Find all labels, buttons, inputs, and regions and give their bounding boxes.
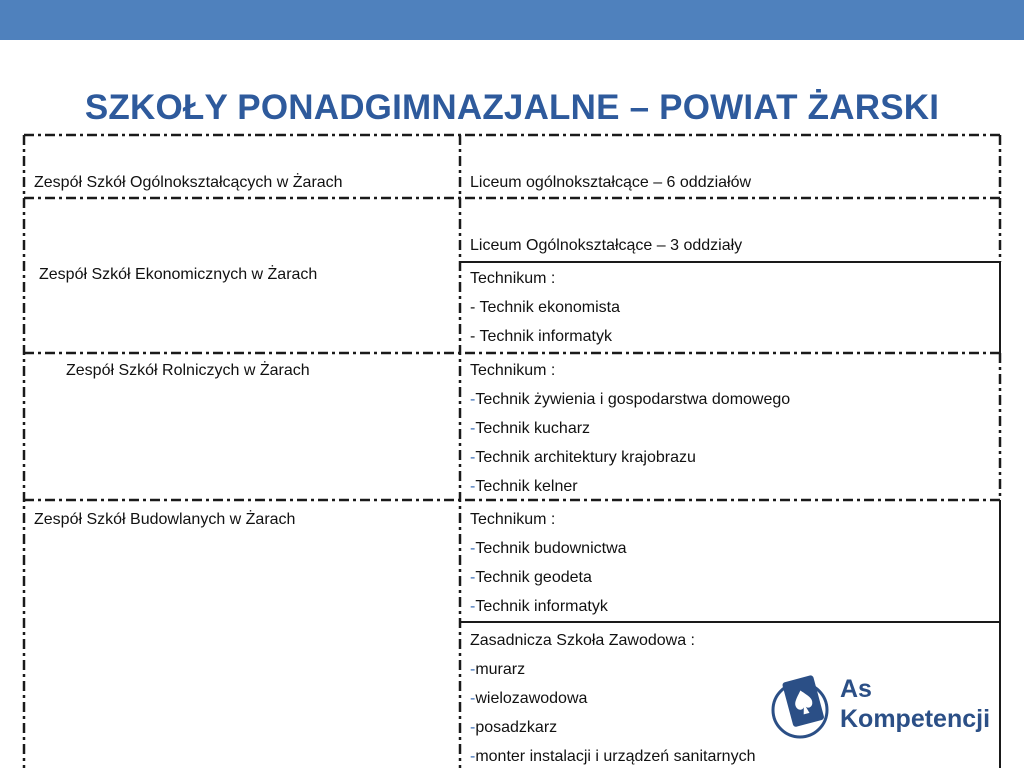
logo-wordmark [840,674,990,734]
program-cell [470,264,620,351]
logo-line-1: As [840,675,872,703]
program-line: -Technik architektury krajobrazu [470,449,696,466]
program-line: Technikum : [470,270,556,287]
card-spade-icon [770,672,836,742]
program-line: Technikum : [470,511,556,528]
program-line: -monter instalacji i urządzeń sanitarnych [470,748,756,765]
school-name: Zespół Szkół Budowlanych w Żarach [34,511,296,528]
program-line: Liceum Ogólnokształcące – 3 oddziały [470,237,743,254]
program-line: -Technik budownictwa [470,540,627,557]
program-line: -wielozawodowa [470,690,588,707]
program-line: - Technik informatyk [470,328,612,345]
program-cell [470,505,627,621]
program-line: -Technik informatyk [470,598,608,615]
program-cell [470,356,790,501]
program-line: -posadzkarz [470,719,558,736]
as-kompetencji-logo [770,670,1000,748]
program-line: Liceum ogólnokształcące – 6 oddziałów [470,174,752,191]
program-cell [470,231,742,260]
program-line: -Technik kelner [470,478,578,495]
school-name: Zespół Szkół Ekonomicznych w Żarach [39,266,318,283]
school-name: Zespół Szkół Rolniczych w Żarach [66,362,310,379]
program-line: -Technik geodeta [470,569,592,586]
program-line: -Technik żywienia i gospodarstwa domowego [470,391,791,408]
program-line: - Technik ekonomista [470,299,620,316]
program-line: Technikum : [470,362,556,379]
slide-title: SZKOŁY PONADGIMNAZJALNE – POWIAT ŻARSKI [84,88,940,127]
logo-line-2: Kompetencji [840,705,991,733]
program-line: Zasadnicza Szkoła Zawodowa : [470,632,695,649]
program-cell [470,168,751,197]
program-line: -Technik kucharz [470,420,591,437]
school-name: Zespół Szkół Ogólnokształcących w Żarach [34,174,343,191]
program-line: -murarz [470,661,526,678]
program-cell [470,626,755,771]
